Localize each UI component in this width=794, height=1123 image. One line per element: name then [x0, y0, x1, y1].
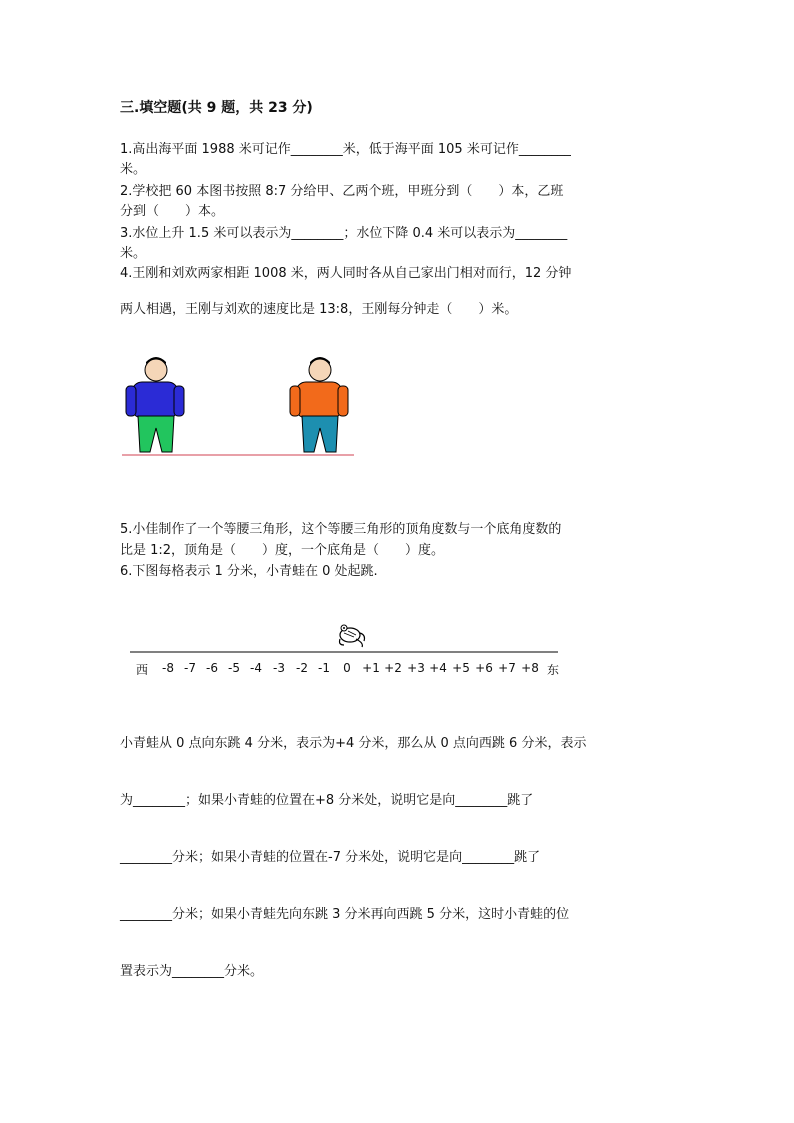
q4-line2: 两人相遇，王刚与刘欢的速度比是 13:8，王刚每分钟走（ ）米。: [120, 302, 518, 317]
tick-label: -8: [162, 661, 174, 675]
tick-label: -6: [206, 661, 218, 675]
q6-paragraph-line3: ________分米；如果小青蛙的位置在-7 分米处，说明它是向________跳了: [120, 850, 541, 865]
q4-line1: 4.王刚和刘欢两家相距 1008 米，两人同时各从自己家出门相对而行，12 分钟: [120, 266, 572, 281]
number-line: [128, 615, 568, 685]
tick-label: -2: [296, 661, 308, 675]
tick-label: -7: [184, 661, 196, 675]
person-left-figure: [126, 357, 184, 452]
two-people-illustration: [118, 352, 358, 462]
number-line-axis: [128, 615, 568, 655]
tick-label: +5: [452, 661, 470, 675]
q1-line1: 1.高出海平面 1988 米可记作________米，低于海平面 105 米可记作________: [120, 142, 571, 157]
q6-paragraph-line4: ________分米；如果小青蛙先向东跳 3 分米再向西跳 5 分米，这时小青蛙的位: [120, 907, 570, 922]
tick-label: -4: [250, 661, 262, 675]
q3-line2: 米。: [120, 246, 147, 261]
q1-line2: 米。: [120, 162, 147, 177]
q6-paragraph-line5: 置表示为________分米。: [120, 964, 264, 979]
tick-label: 0: [343, 661, 351, 675]
q6-paragraph-line2: 为________；如果小青蛙的位置在+8 分米处，说明它是向________跳了: [120, 793, 534, 808]
q5-line2: 比是 1:2，顶角是（ ）度，一个底角是（ ）度。: [120, 543, 445, 558]
tick-label: +3: [407, 661, 425, 675]
tick-label: -5: [228, 661, 240, 675]
frog-icon: [340, 625, 365, 647]
tick-label: +2: [384, 661, 402, 675]
q6-paragraph-line1: 小青蛙从 0 点向东跳 4 分米，表示为+4 分米，那么从 0 点向西跳 6 分米，表示: [120, 736, 587, 751]
tick-label: +4: [429, 661, 447, 675]
q2-line1: 2.学校把 60 本图书按照 8:7 分给甲、乙两个班，甲班分到（ ）本，乙班: [120, 184, 564, 199]
tick-label: -1: [318, 661, 330, 675]
tick-label: +7: [498, 661, 516, 675]
q3-line1: 3.水位上升 1.5 米可以表示为________；水位下降 0.4 米可以表示为________: [120, 226, 568, 241]
number-line-west-label: 西: [135, 663, 149, 677]
tick-label: +6: [475, 661, 493, 675]
q6-line1: 6.下图每格表示 1 分米，小青蛙在 0 处起跳.: [120, 564, 378, 579]
q5-line1: 5.小佳制作了一个等腰三角形，这个等腰三角形的顶角度数与一个底角度数的: [120, 522, 562, 537]
section-title: 三.填空题(共 9 题，共 23 分): [120, 100, 313, 116]
number-line-east-label: 东: [546, 663, 560, 677]
q2-line2: 分到（ ）本。: [120, 204, 225, 219]
person-right-figure: [290, 357, 348, 452]
tick-label: -3: [273, 661, 285, 675]
tick-label: +1: [362, 661, 380, 675]
tick-label: +8: [521, 661, 539, 675]
